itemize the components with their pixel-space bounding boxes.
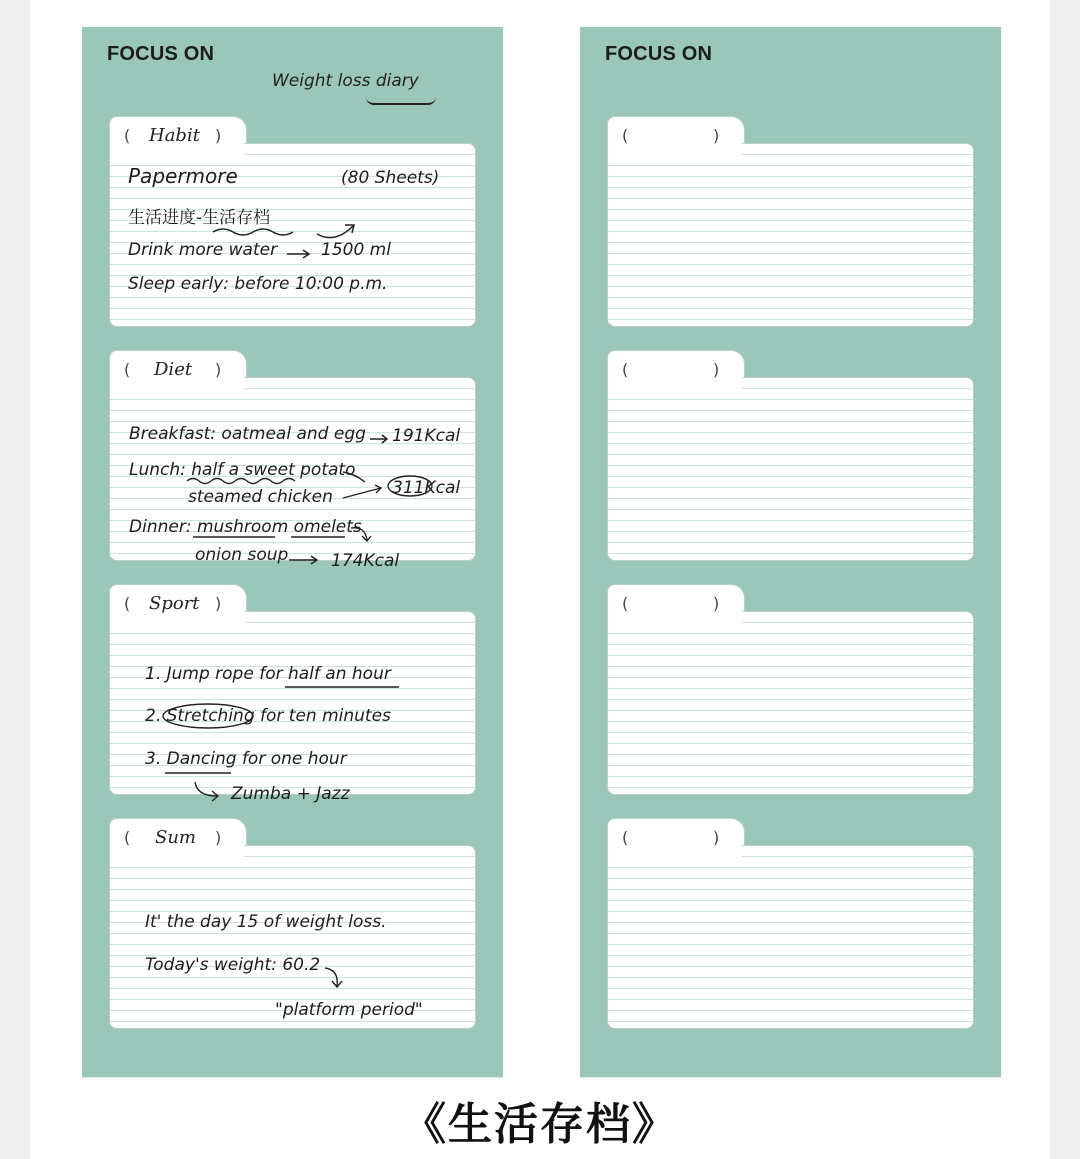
card-lined-body <box>607 845 974 1029</box>
blank-card: ( ) <box>607 584 974 794</box>
diet-line-breakfast: Breakfast: oatmeal and egg <box>129 424 366 444</box>
habit-line-brand: Papermore <box>128 164 238 188</box>
card-lined-body <box>607 143 974 327</box>
habit-line-sheets: (80 Sheets) <box>341 168 440 188</box>
tab-label-sport: Sport <box>149 593 200 614</box>
sport-line-1: 1. Jump rope for half an hour <box>145 664 391 684</box>
sport-card: ( Sport ) 1. Jump rope for half an hour 2. Stretching for ten minutes 3. Dancing for one hour Zumba + Jazz <box>109 584 476 794</box>
sport-line-2: 2. Stretching for ten minutes <box>145 706 391 726</box>
blank-card: ( ) <box>607 818 974 1028</box>
habit-line-ml: 1500 ml <box>321 240 391 260</box>
subtitle-underline <box>366 97 436 105</box>
sum-line-1: It' the day 15 of weight loss. <box>145 912 387 932</box>
diet-card: ( Diet ) Breakfast: oatmeal and egg 191Kcal Lunch: half a sweet potato steamed chicken 311Kcal Dinner: mushroom omelets onion soup 174Kcal <box>109 350 476 560</box>
diet-line-lunch: Lunch: half a sweet potato <box>129 460 356 480</box>
diet-line-dinner: Dinner: mushroom omelets <box>129 517 362 537</box>
habit-line-chinese: 生活进度-生活存档 <box>128 208 271 228</box>
arrow-right-icon <box>285 248 315 260</box>
diet-line-lunch-kcal: 311Kcal <box>392 478 461 498</box>
diary-page-blank <box>580 27 1001 1077</box>
diary-subtitle: Weight loss diary <box>272 71 419 91</box>
panel-title: FOCUS ON <box>605 43 713 65</box>
sum-line-2: Today's weight: 60.2 <box>145 955 321 975</box>
habit-line-sleep: Sleep early: before 10:00 p.m. <box>128 274 388 294</box>
sum-line-3: "platform period" <box>275 1000 423 1020</box>
sum-card: ( Sum ) It' the day 15 of weight loss. Today's weight: 60.2 "platform period" <box>109 818 476 1028</box>
underline <box>285 684 405 690</box>
hook-arrow-icon <box>193 780 225 804</box>
arrow-right-icon <box>287 554 323 566</box>
arrow-right-icon <box>369 433 391 445</box>
card-lined-body <box>607 611 974 795</box>
circle-annotation <box>161 702 257 732</box>
diet-line-breakfast-kcal: 191Kcal <box>392 426 461 446</box>
underline <box>165 770 235 776</box>
blank-card: ( ) <box>607 350 974 560</box>
hook-arrow-icon <box>349 524 379 546</box>
habit-line-water: Drink more water <box>128 240 278 260</box>
sport-line-4: Zumba + Jazz <box>231 784 350 804</box>
habit-card: ( Habit ) Papermore (80 Sheets) 生活进度-生活存档 Drink more water 1500 ml Sleep early: before 10:00 p.m. <box>109 116 476 326</box>
panel-title: FOCUS ON <box>107 43 215 65</box>
underline-squiggle <box>187 476 307 486</box>
product-caption: 《生活存档》 <box>402 1099 678 1150</box>
diet-line-chicken: steamed chicken <box>188 487 333 507</box>
underline <box>193 534 353 540</box>
tab-label-habit: Habit <box>149 125 200 146</box>
hook-arrow-icon <box>323 966 353 992</box>
tab-label-diet: Diet <box>154 359 193 380</box>
sport-line-3: 3. Dancing for one hour <box>145 749 347 769</box>
circle-annotation <box>387 474 437 500</box>
tab-label-sum: Sum <box>155 827 196 848</box>
diet-line-soup: onion soup <box>195 545 289 565</box>
merge-arrows-icon <box>341 468 391 504</box>
blank-card: ( ) <box>607 116 974 326</box>
diet-line-dinner-kcal: 174Kcal <box>331 551 400 571</box>
card-lined-body <box>607 377 974 561</box>
diary-page-filled <box>82 27 503 1077</box>
